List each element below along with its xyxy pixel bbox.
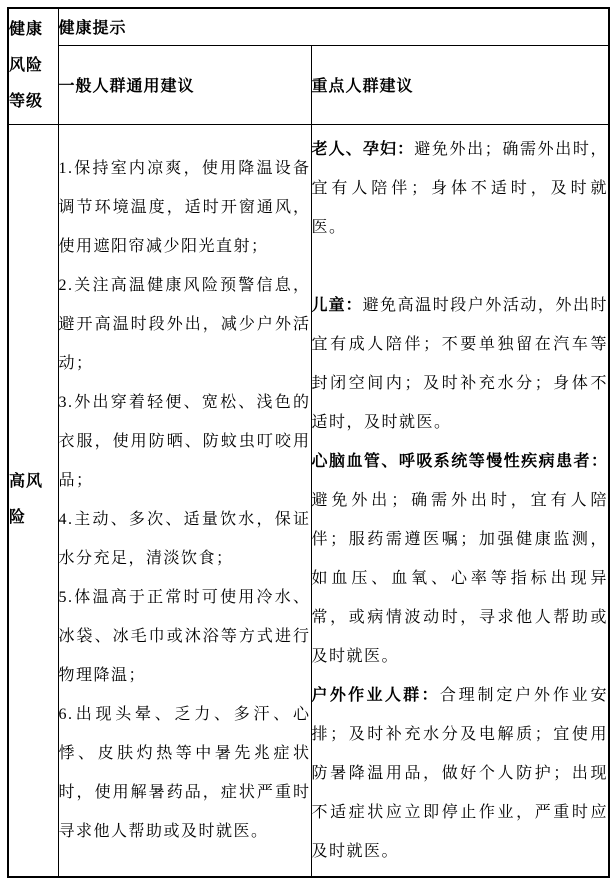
general-advice-item: 6.出现头晕、乏力、多汗、心悸、皮肤灼热等中暑先兆症状时，使用解暑药品，症状严重时寻求他人帮助或及时就医。 xyxy=(58,706,311,841)
key-group-label: 心脑血管、呼吸系统等慢性疾病患者： xyxy=(311,452,609,470)
key-group-paragraph xyxy=(312,442,609,676)
key-group-label: 儿童： xyxy=(311,296,363,314)
health-tips-table xyxy=(7,7,610,878)
general-advice-item: 2.关注高温健康风险预警信息，避开高温时段外出，减少户外活动； xyxy=(58,277,311,373)
general-advice-item: 3.外出穿着轻便、宽松、浅色的衣服，使用防晒、防蚊虫叮咬用品； xyxy=(58,394,311,490)
key-group-label: 户外作业人群： xyxy=(311,686,440,704)
health-tips-header: 健康提示 xyxy=(58,8,609,45)
risk-level-column-header: 健康风险等级 xyxy=(8,8,58,124)
general-advice-item: 1.保持室内凉爽，使用降温设备调节环境温度，适时开窗通风，使用遮阳帘减少阳光直射； xyxy=(58,160,311,256)
key-group-text: 避免外出；确需外出时，宜有人陪伴；身体不适时，及时就医。 xyxy=(311,140,609,236)
risk-level-value: 高风险 xyxy=(8,124,58,877)
key-group-text: 避免外出；确需外出时，宜有人陪伴；服药需遵医嘱；加强健康监测，如血压、血氧、心率等指标出现异常，或病情波动时，寻求他人帮助或及时就医。 xyxy=(311,491,609,665)
key-group-paragraph xyxy=(312,130,609,247)
key-group-text: 合理制定户外作业安排；及时补充水分及电解质；宜使用防暑降温用品，做好个人防护；出现不适症状应立即停止作业，严重时应及时就医。 xyxy=(311,686,609,860)
general-advice-cell xyxy=(58,124,311,877)
general-population-header: 一般人群通用建议 xyxy=(58,45,311,124)
key-group-paragraph xyxy=(312,676,609,871)
key-group-text: 避免高温时段户外活动，外出时宜有成人陪伴；不要单独留在汽车等封闭空间内；及时补充水分；身体不适时，及时就医。 xyxy=(311,296,609,431)
general-advice-item: 4.主动、多次、适量饮水，保证水分充足，清淡饮食； xyxy=(58,511,311,568)
key-advice-cell xyxy=(311,124,609,877)
general-advice-item: 5.体温高于正常时可使用冷水、冰袋、冰毛巾或沐浴等方式进行物理降温； xyxy=(58,589,311,685)
key-population-header: 重点人群建议 xyxy=(311,45,609,124)
key-group-paragraph xyxy=(312,286,609,442)
key-group-label: 老人、孕妇： xyxy=(311,140,415,158)
